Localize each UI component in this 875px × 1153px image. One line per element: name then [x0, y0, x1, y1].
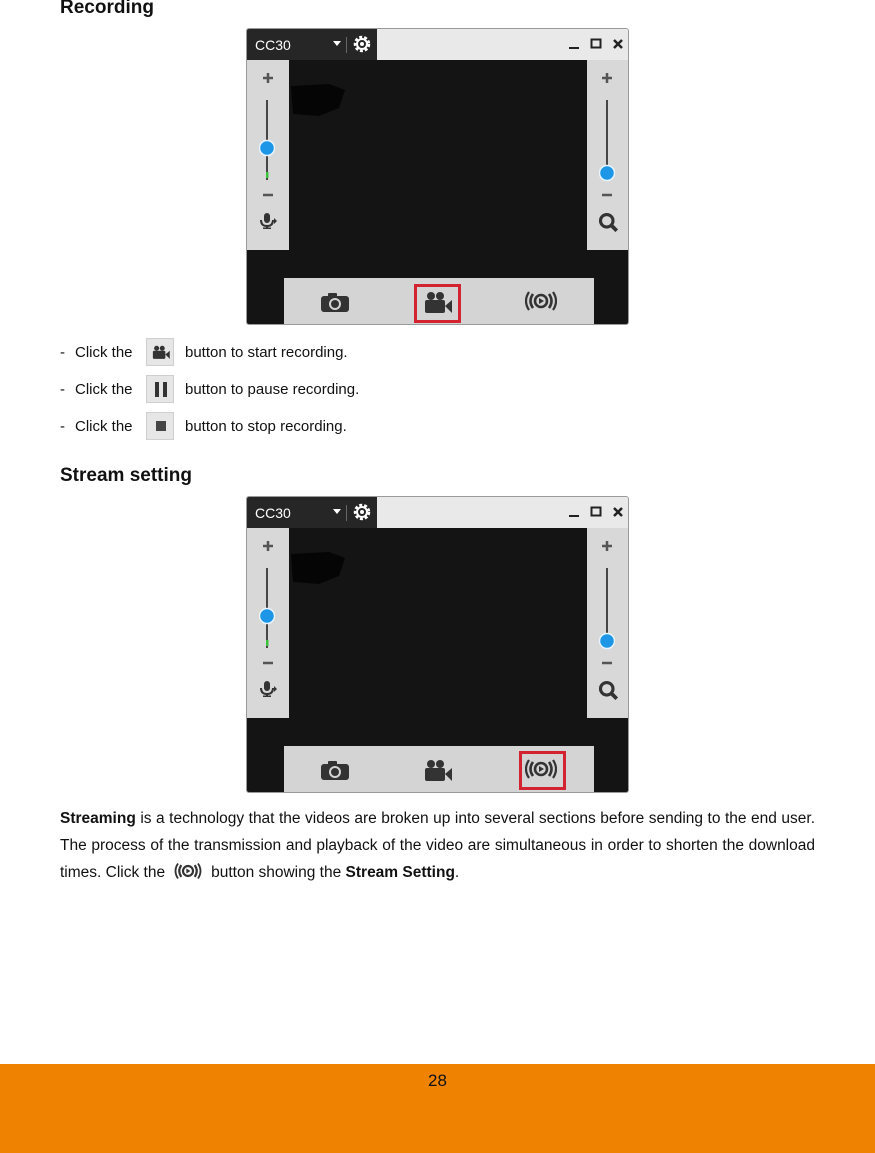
video-camera-icon	[151, 343, 171, 361]
bold-term: Streaming	[60, 810, 136, 827]
close-icon[interactable]	[611, 505, 625, 519]
close-icon[interactable]	[611, 37, 625, 51]
list-dash: -	[60, 381, 65, 398]
section-title-recording: Recording	[60, 0, 154, 18]
streaming-icon[interactable]	[525, 289, 557, 313]
camera-icon[interactable]	[319, 290, 351, 314]
zoom-panel	[587, 60, 628, 250]
minus-icon[interactable]	[260, 655, 276, 671]
paragraph-text: is a technology that the videos are broken up into several sections before sending to the end user. The process of the transmission and playback of the video are simultaneous in order to shorten the download times. Click the	[60, 810, 815, 881]
stop-icon	[151, 417, 171, 435]
stop-button[interactable]	[146, 412, 174, 440]
caret-down-icon	[331, 37, 343, 49]
device-name: CC30	[255, 505, 291, 521]
video-preview	[289, 60, 587, 280]
video-preview	[289, 528, 587, 748]
title-bar	[247, 29, 628, 60]
streaming-description	[60, 805, 815, 886]
paragraph-text: button showing the	[211, 864, 346, 881]
pause-icon	[151, 380, 171, 398]
minimize-icon[interactable]	[567, 505, 581, 519]
preview-artifact	[289, 548, 347, 588]
list-dash: -	[60, 418, 65, 435]
microphone-icon[interactable]	[259, 211, 277, 233]
video-preview-edge	[247, 250, 289, 324]
video-preview-edge	[247, 718, 289, 792]
device-selector[interactable]	[247, 29, 377, 60]
step-text: Click the	[75, 418, 133, 435]
app-window-recording	[246, 28, 629, 325]
divider	[346, 505, 347, 521]
device-selector[interactable]	[247, 497, 377, 528]
minus-icon[interactable]	[599, 655, 615, 671]
caret-down-icon	[331, 505, 343, 517]
magnifier-icon[interactable]	[598, 212, 618, 232]
video-camera-icon[interactable]	[422, 758, 454, 782]
title-bar	[247, 497, 628, 528]
step-text: button to pause recording.	[185, 381, 360, 398]
bold-term: Stream Setting	[345, 864, 455, 881]
minimize-icon[interactable]	[567, 37, 581, 51]
step-text: Click the	[75, 344, 133, 361]
camera-icon[interactable]	[319, 758, 351, 782]
list-dash: -	[60, 344, 65, 361]
zoom-panel	[587, 528, 628, 718]
plus-icon[interactable]	[599, 70, 615, 86]
highlight-box	[414, 284, 461, 323]
record-button[interactable]	[146, 338, 174, 366]
page-footer	[0, 1064, 875, 1153]
preview-artifact	[289, 80, 347, 120]
step-text: Click the	[75, 381, 133, 398]
microphone-icon[interactable]	[259, 679, 277, 701]
plus-icon[interactable]	[599, 538, 615, 554]
plus-icon[interactable]	[260, 70, 276, 86]
device-name: CC30	[255, 37, 291, 53]
audio-volume-panel	[247, 528, 289, 718]
step-text: button to start recording.	[185, 344, 348, 361]
highlight-box	[519, 751, 566, 790]
maximize-icon[interactable]	[589, 505, 603, 519]
gear-icon[interactable]	[351, 501, 373, 523]
maximize-icon[interactable]	[589, 37, 603, 51]
pause-button[interactable]	[146, 375, 174, 403]
divider	[346, 37, 347, 53]
page-number: 28	[428, 1071, 447, 1090]
gear-icon[interactable]	[351, 33, 373, 55]
section-title-stream-setting: Stream setting	[60, 465, 192, 486]
minus-icon[interactable]	[260, 187, 276, 203]
plus-icon[interactable]	[260, 538, 276, 554]
magnifier-icon[interactable]	[598, 680, 618, 700]
streaming-icon[interactable]	[171, 861, 205, 881]
paragraph-text: .	[454, 864, 460, 881]
app-window-stream	[246, 496, 629, 793]
audio-volume-panel	[247, 60, 289, 250]
step-text: button to stop recording.	[185, 418, 347, 435]
minus-icon[interactable]	[599, 187, 615, 203]
